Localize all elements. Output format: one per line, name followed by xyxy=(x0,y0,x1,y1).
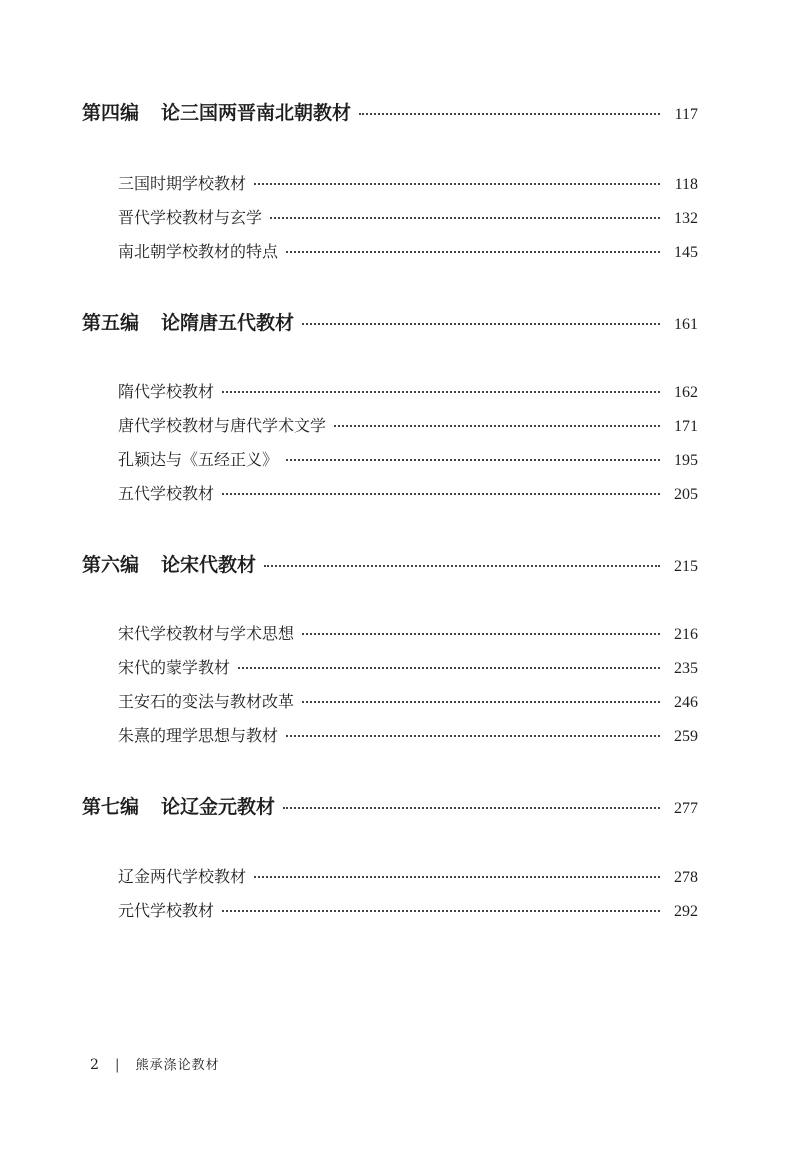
page-number: 215 xyxy=(674,558,698,575)
dot-leader xyxy=(238,667,660,669)
chapter-title: 宋代的蒙学教材 xyxy=(118,658,231,677)
dot-leader xyxy=(334,425,660,427)
chapter-title: 三国时期学校教材 xyxy=(118,174,247,193)
page-number: 278 xyxy=(674,869,698,886)
toc-chapter[interactable] xyxy=(118,205,698,228)
part-title: 论隋唐五代教材 xyxy=(161,312,295,334)
dot-leader xyxy=(302,701,660,703)
toc-part-4[interactable] xyxy=(82,98,698,125)
chapter-title: 王安石的变法与教材改革 xyxy=(118,692,295,711)
toc-chapter[interactable] xyxy=(118,413,698,436)
page-number: 171 xyxy=(674,418,698,435)
chapter-title: 孔颖达与《五经正义》 xyxy=(118,450,279,469)
part-title: 论宋代教材 xyxy=(161,554,257,576)
dot-leader xyxy=(254,876,660,878)
part-title: 论三国两晋南北朝教材 xyxy=(161,102,352,124)
toc-part-5[interactable] xyxy=(82,308,698,335)
dot-leader xyxy=(264,565,660,567)
chapter-title: 唐代学校教材与唐代学术文学 xyxy=(118,416,327,435)
toc-chapter[interactable] xyxy=(118,723,698,746)
chapter-title: 隋代学校教材 xyxy=(118,382,215,401)
footer-separator: | xyxy=(114,1057,120,1073)
toc-chapter[interactable] xyxy=(118,481,698,504)
part-number: 第七编 xyxy=(82,796,140,818)
toc-chapter[interactable] xyxy=(118,689,698,712)
chapter-title: 五代学校教材 xyxy=(118,484,215,503)
dot-leader xyxy=(359,113,660,115)
dot-leader xyxy=(286,251,660,253)
dot-leader xyxy=(302,323,660,325)
page-number: 292 xyxy=(674,903,698,920)
page-number: 195 xyxy=(674,452,698,469)
page-number: 117 xyxy=(674,106,698,123)
toc-part-6[interactable] xyxy=(82,550,698,577)
toc-chapter[interactable] xyxy=(118,171,698,194)
chapter-title: 辽金两代学校教材 xyxy=(118,867,247,886)
dot-leader xyxy=(254,183,660,185)
page-number: 132 xyxy=(674,210,698,227)
part-title: 论辽金元教材 xyxy=(161,796,276,818)
toc-chapter[interactable] xyxy=(118,447,698,470)
dot-leader xyxy=(283,807,660,809)
dot-leader xyxy=(222,391,660,393)
page-number: 161 xyxy=(674,316,698,333)
toc-chapter[interactable] xyxy=(118,379,698,402)
footer-book-title: 熊承涤论教材 xyxy=(135,1058,220,1073)
page-number: 277 xyxy=(674,800,698,817)
chapter-title: 朱熹的理学思想与教材 xyxy=(118,726,279,745)
toc-chapter[interactable] xyxy=(118,655,698,678)
page-number: 145 xyxy=(674,244,698,261)
page-number: 118 xyxy=(674,176,698,193)
toc-chapter[interactable] xyxy=(118,898,698,921)
part-number: 第六编 xyxy=(82,554,140,576)
footer-page-number: 2 xyxy=(90,1057,99,1073)
dot-leader xyxy=(222,910,660,912)
page-number: 162 xyxy=(674,384,698,401)
chapter-title: 元代学校教材 xyxy=(118,901,215,920)
toc-part-7[interactable] xyxy=(82,792,698,819)
dot-leader xyxy=(286,735,660,737)
dot-leader xyxy=(302,633,660,635)
dot-leader xyxy=(286,459,660,461)
chapter-title: 晋代学校教材与玄学 xyxy=(118,208,263,227)
page-number: 235 xyxy=(674,660,698,677)
chapter-title: 宋代学校教材与学术思想 xyxy=(118,624,295,643)
page-footer xyxy=(90,1054,220,1073)
dot-leader xyxy=(270,217,660,219)
dot-leader xyxy=(222,493,660,495)
toc-chapter[interactable] xyxy=(118,621,698,644)
part-number: 第五编 xyxy=(82,312,140,334)
part-number: 第四编 xyxy=(82,102,140,124)
page-number: 205 xyxy=(674,486,698,503)
chapter-title: 南北朝学校教材的特点 xyxy=(118,242,279,261)
toc-chapter[interactable] xyxy=(118,239,698,262)
page-number: 259 xyxy=(674,728,698,745)
page-number: 246 xyxy=(674,694,698,711)
page-number: 216 xyxy=(674,626,698,643)
toc-chapter[interactable] xyxy=(118,864,698,887)
